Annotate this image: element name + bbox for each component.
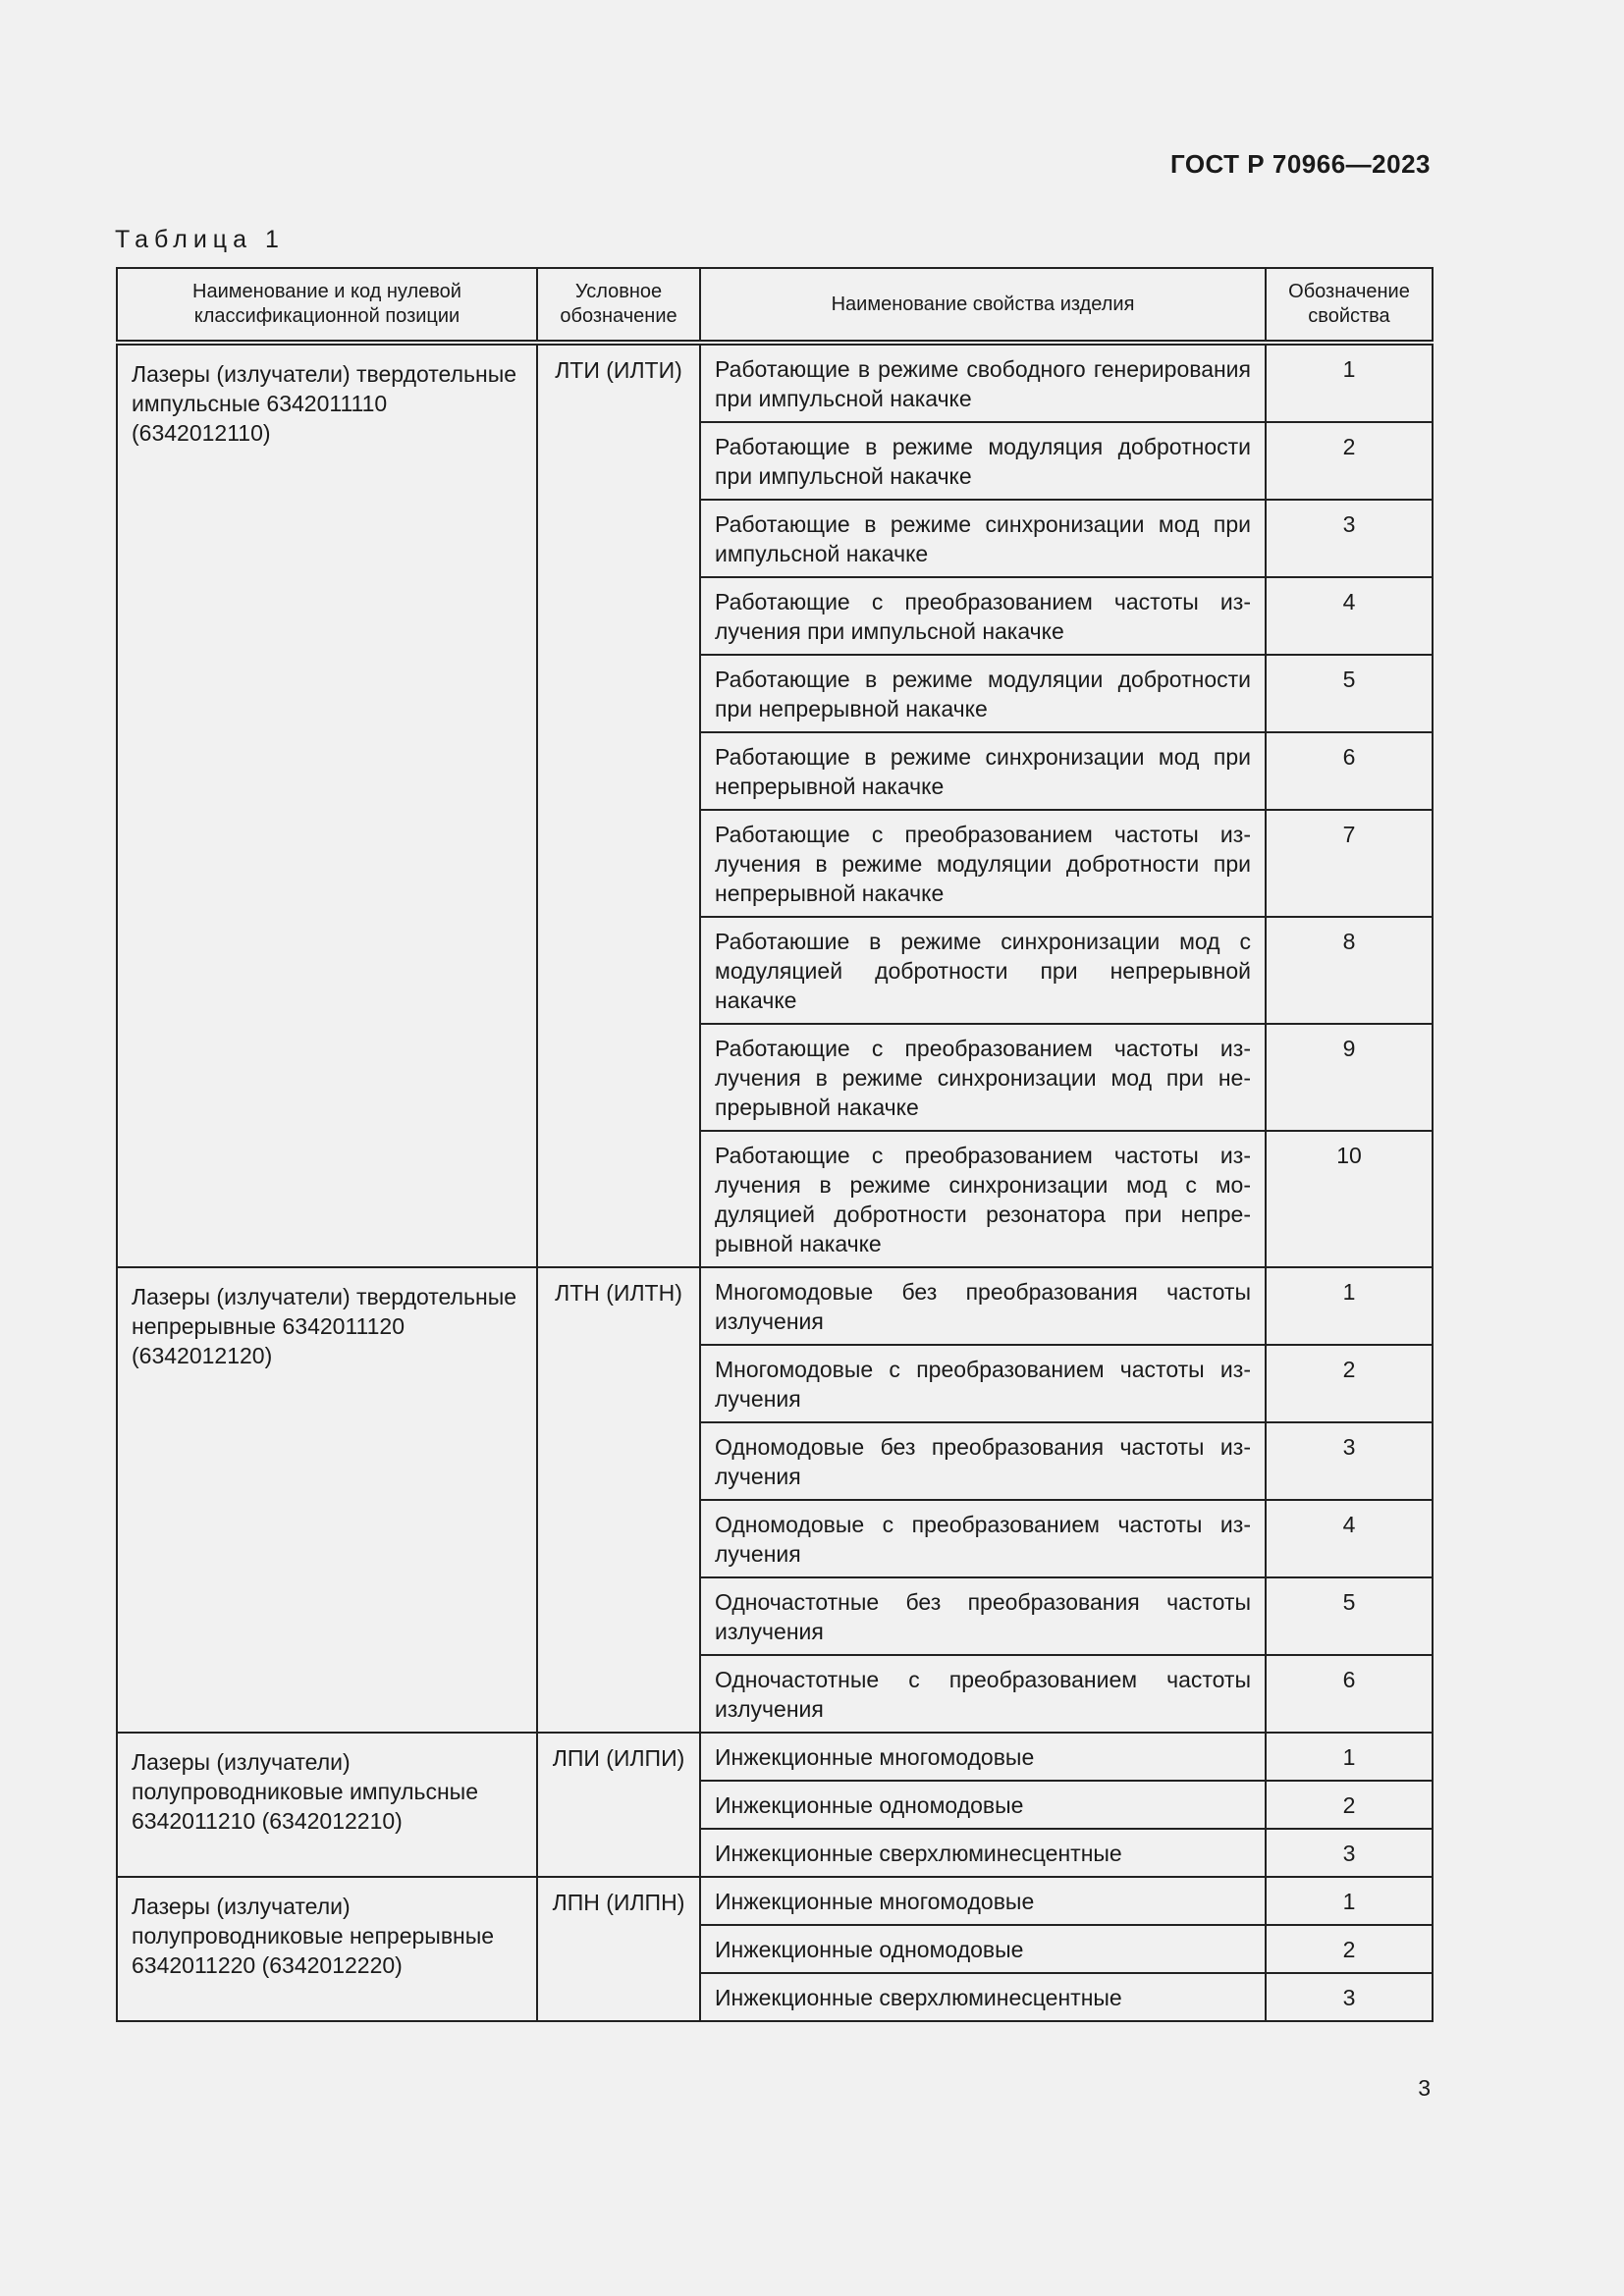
property-cell: Работающие с преобразованием частоты излучения в режиме синхронизации мод с модуляцией добротности резонатора при непрерывной накачке [700, 1131, 1266, 1267]
property-cell: Одномодовые без преобразования частоты излучения [700, 1422, 1266, 1500]
property-number-cell: 7 [1266, 810, 1433, 917]
property-number-cell: 9 [1266, 1024, 1433, 1131]
property-number-cell: 3 [1266, 1422, 1433, 1500]
classification-table [116, 267, 1434, 2022]
property-number-cell: 4 [1266, 577, 1433, 655]
property-cell: Работающие в режиме свободного генерирования при импульсной накачке [700, 343, 1266, 422]
property-number-cell: 1 [1266, 1267, 1433, 1345]
property-number-cell: 2 [1266, 1345, 1433, 1422]
group-code-cell: ЛПН (ИЛПН) [537, 1877, 700, 2021]
property-number-cell: 1 [1266, 1877, 1433, 1925]
property-cell: Инжекционные многомодовые [700, 1733, 1266, 1781]
property-number-cell: 5 [1266, 1577, 1433, 1655]
property-number-cell: 8 [1266, 917, 1433, 1024]
group-code-cell: ЛТИ (ИЛТИ) [537, 343, 700, 1267]
property-cell: Многомодовые без преобразования частоты излучения [700, 1267, 1266, 1345]
property-cell: Работающие с преобразованием частоты излучения в режиме синхронизации мод при непрерывной накачке [700, 1024, 1266, 1131]
group-code-cell: ЛПИ (ИЛПИ) [537, 1733, 700, 1877]
standard-designation: ГОСТ Р 70966—2023 [1169, 149, 1431, 179]
table-header-row [117, 268, 1433, 343]
property-number-cell: 6 [1266, 1655, 1433, 1733]
property-number-cell: 3 [1266, 1829, 1433, 1877]
property-cell: Инжекционные многомодовые [700, 1877, 1266, 1925]
property-cell: Работающие с преобразованием частоты излучения при импульсной накачке [700, 577, 1266, 655]
property-number-cell: 2 [1266, 1925, 1433, 1973]
property-number-cell: 1 [1266, 343, 1433, 422]
table-row [117, 1877, 1433, 1925]
property-cell: Инжекционные сверхлюминесцентные [700, 1973, 1266, 2021]
property-cell: Одночастотные с преобразованием частоты излучения [700, 1655, 1266, 1733]
property-cell: Инжекционные одномодовые [700, 1925, 1266, 1973]
table-caption: Таблица 1 [115, 226, 285, 253]
property-number-cell: 4 [1266, 1500, 1433, 1577]
property-number-cell: 3 [1266, 500, 1433, 577]
column-header-number: Обозначение свойства [1266, 268, 1433, 343]
group-code-cell: ЛТН (ИЛТН) [537, 1267, 700, 1733]
group-name-cell: Лазеры (излучатели) твердотельные импульсные 6342011110 (6342012110) [117, 343, 537, 1267]
property-number-cell: 6 [1266, 732, 1433, 810]
property-number-cell: 2 [1266, 422, 1433, 500]
column-header-code: Условное обозначение [537, 268, 700, 343]
group-name-cell: Лазеры (излучатели) полупроводниковые импульсные 6342011210 (6342012210) [117, 1733, 537, 1877]
column-header-property: Наименование свойства изделия [700, 268, 1266, 343]
property-number-cell: 1 [1266, 1733, 1433, 1781]
property-cell: Работающие в режиме синхронизации мод при непрерывной накачке [700, 732, 1266, 810]
property-cell: Инжекционные одномодовые [700, 1781, 1266, 1829]
property-number-cell: 3 [1266, 1973, 1433, 2021]
property-number-cell: 5 [1266, 655, 1433, 732]
table-row [117, 1267, 1433, 1345]
table-row [117, 343, 1433, 422]
table-row [117, 1733, 1433, 1781]
property-cell: Работающие с преобразованием частоты излучения в режиме модуляции добротности при непрерывной накачке [700, 810, 1266, 917]
property-cell: Одночастотные без преобразования частоты излучения [700, 1577, 1266, 1655]
property-cell: Работающие в режиме модуляция добротности при импульсной накачке [700, 422, 1266, 500]
property-number-cell: 2 [1266, 1781, 1433, 1829]
page-number: 3 [1418, 2075, 1431, 2101]
group-name-cell: Лазеры (излучатели) полупроводниковые непрерывные 6342011220 (6342012220) [117, 1877, 537, 2021]
group-name-cell: Лазеры (излучатели) твердотельные непрерывные 6342011120 (6342012120) [117, 1267, 537, 1733]
property-cell: Многомодовые с преобразованием частоты излучения [700, 1345, 1266, 1422]
property-number-cell: 10 [1266, 1131, 1433, 1267]
column-header-name: Наименование и код нулевой классификационной позиции [117, 268, 537, 343]
property-cell: Инжекционные сверхлюминесцентные [700, 1829, 1266, 1877]
property-cell: Одномодовые с преобразованием частоты излучения [700, 1500, 1266, 1577]
property-cell: Работающие в режиме модуляции добротности при непрерывной накачке [700, 655, 1266, 732]
property-cell: Работающие в режиме синхронизации мод при импульсной накачке [700, 500, 1266, 577]
property-cell: Работаюшие в режиме синхронизации мод с модуляцией добротности при непрерывной накачке [700, 917, 1266, 1024]
